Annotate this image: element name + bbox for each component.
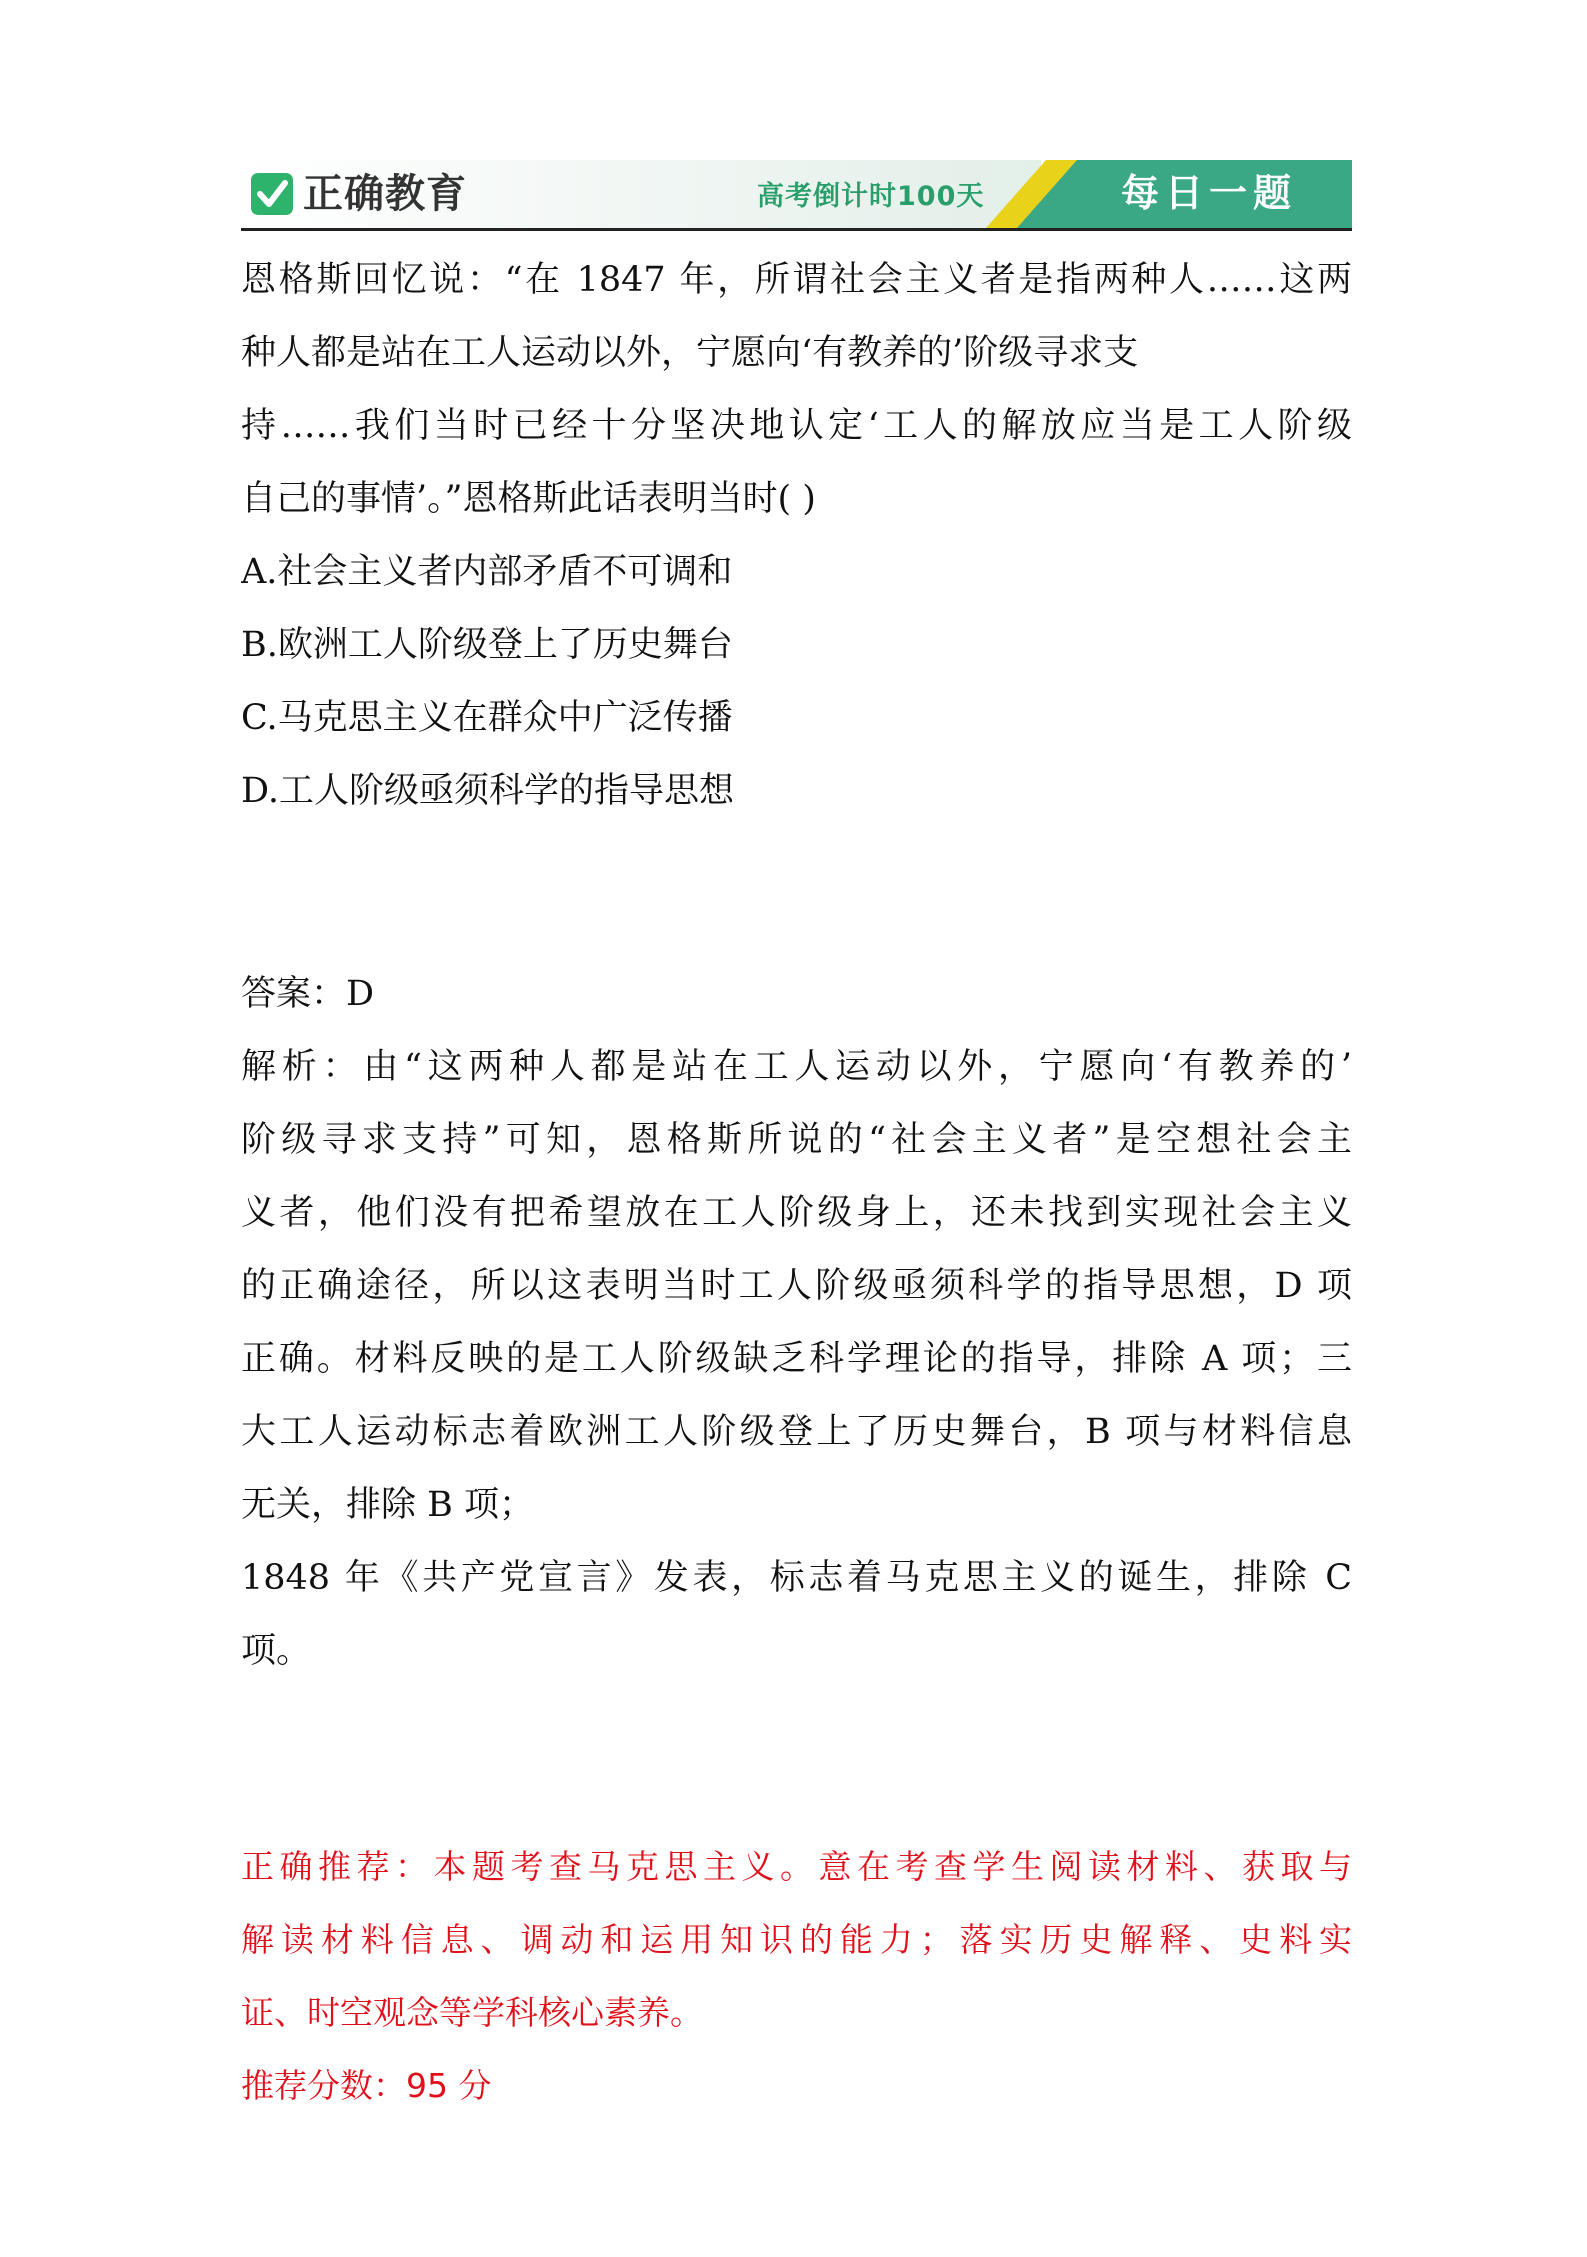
question-line: 持……我们当时已经十分坚决地认定‘工人的解放应当是工人阶级 [241, 406, 1352, 446]
analysis-line: 义者，他们没有把希望放在工人阶级身上，还未找到实现社会主义 [241, 1193, 1352, 1233]
question-line: 种人都是站在工人运动以外，宁愿向‘有教养的’阶级寻求支 [241, 333, 1139, 373]
checkmark-icon [251, 173, 293, 215]
option-d: D.工人阶级亟须科学的指导思想 [241, 771, 734, 811]
option-a: A.社会主义者内部矛盾不可调和 [241, 552, 733, 592]
countdown-text: 高考倒计时100天 [757, 181, 985, 212]
question-line: 恩格斯回忆说：“在 1847 年，所谓社会主义者是指两种人……这两 [241, 260, 1352, 300]
question-line: 自己的事情’。”恩格斯此话表明当时( ) [241, 479, 816, 519]
question-stem [241, 244, 1352, 536]
recommendation-line: 证、时空观念等学科核心素养。 [241, 1993, 703, 2032]
header-banner [241, 160, 1352, 231]
option-c: C.马克思主义在群众中广泛传播 [241, 698, 733, 738]
answer-label: 答案：D [241, 974, 375, 1014]
answer-section [241, 958, 1352, 1688]
analysis-line: 项。 [241, 1631, 312, 1671]
analysis-line: 阶级寻求支持”可知，恩格斯所说的“社会主义者”是空想社会主 [241, 1120, 1352, 1160]
analysis-line: 无关，排除 B 项； [241, 1485, 534, 1525]
options-list [241, 536, 1352, 828]
daily-question-label: 每日一题 [1121, 171, 1298, 215]
analysis-line: 大工人运动标志着欧洲工人阶级登上了历史舞台，B 项与材料信息 [241, 1412, 1352, 1452]
analysis-line: 解析：由“这两种人都是站在工人运动以外，宁愿向‘有教养的’ [241, 1047, 1352, 1087]
recommendation-line: 解读材料信息、调动和运用知识的能力；落实历史解释、史料实 [241, 1920, 1352, 1959]
analysis-line: 的正确途径，所以这表明当时工人阶级亟须科学的指导思想，D 项 [241, 1266, 1352, 1306]
option-b: B.欧洲工人阶级登上了历史舞台 [241, 625, 733, 665]
recommendation-score: 推荐分数：95 分 [241, 2066, 492, 2105]
analysis-line: 1848 年《共产党宣言》发表，标志着马克思主义的诞生，排除 C [241, 1558, 1352, 1598]
recommendation-section [241, 1830, 1352, 2122]
brand-name: 正确教育 [303, 171, 467, 217]
analysis-line: 正确。材料反映的是工人阶级缺乏科学理论的指导，排除 A 项；三 [241, 1339, 1352, 1379]
recommendation-line: 正确推荐：本题考查马克思主义。意在考查学生阅读材料、获取与 [241, 1847, 1352, 1886]
